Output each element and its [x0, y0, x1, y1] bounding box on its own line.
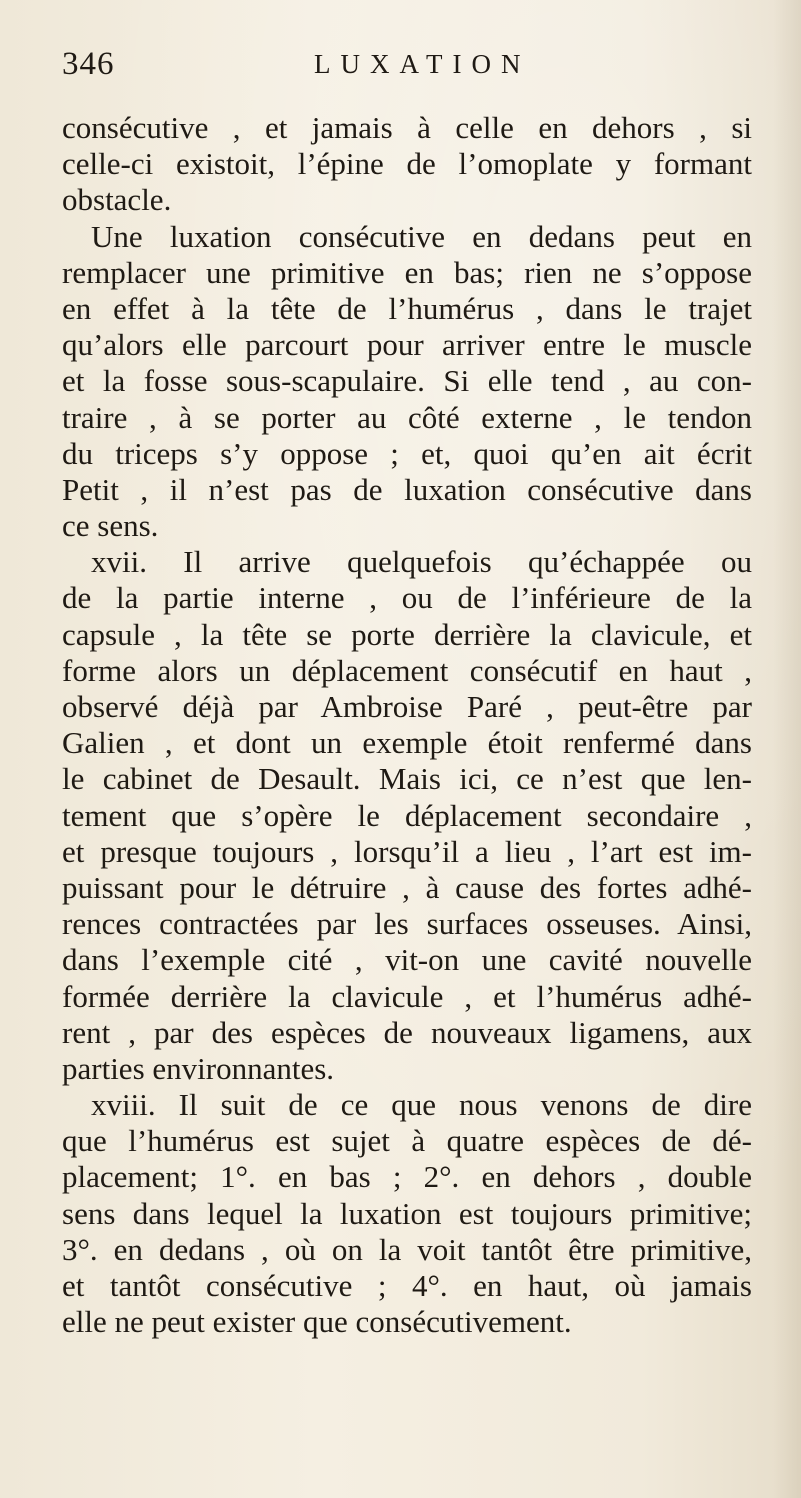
text-line: et presque toujours , lorsqu’il a lieu , l’art est im- [62, 833, 752, 869]
text-line: Une luxation consécutive en dedans peut en [91, 218, 752, 254]
text-line: Galien , et dont un exemple étoit renfermé dans [62, 725, 752, 761]
text-line: forme alors un déplacement consécutif en haut , [62, 652, 752, 688]
body-text [62, 110, 752, 1340]
text-line: ce sens. [62, 508, 159, 544]
text-line: rences contractées par les surfaces osseuses. Ainsi, [62, 906, 752, 942]
text-line: puissant pour le détruire , à cause des fortes adhé- [62, 869, 752, 905]
text-line: Petit , il n’est pas de luxation consécutive dans [62, 471, 752, 507]
text-line: de la partie interne , ou de l’inférieure de la [62, 580, 752, 616]
page-edge-shadow [773, 0, 801, 1498]
text-line: consécutive , et jamais à celle en dehors , si [62, 110, 752, 145]
text-line: que l’humérus est sujet à quatre espèces de dé- [62, 1123, 752, 1159]
page-number: 346 [62, 46, 115, 82]
text-line: et tantôt consécutive ; 4°. en haut, où jamais [62, 1268, 752, 1303]
text-line: tement que s’opère le déplacement secondaire , [62, 797, 752, 833]
text-line: xvii. Il arrive quelquefois qu’échappée ou [91, 544, 752, 580]
text-line: sens dans lequel la luxation est toujours primitive; [62, 1195, 752, 1231]
text-line: capsule , la tête se porte derrière la clavicule, et [62, 616, 752, 652]
text-line: obstacle. [62, 182, 172, 218]
text-line: formée derrière la clavicule , et l’humérus adhé- [62, 978, 752, 1014]
text-line: et la fosse sous-scapulaire. Si elle tend , au con- [62, 363, 752, 399]
text-line: observé déjà par Ambroise Paré , peut-être par [62, 689, 752, 724]
running-title: LUXATION [314, 49, 531, 79]
text-line: traire , à se porter au côté externe , le tendon [62, 399, 752, 435]
text-line: le cabinet de Desault. Mais ici, ce n’est que len- [62, 761, 752, 797]
text-line: remplacer une primitive en bas; rien ne s’oppose [62, 254, 752, 290]
text-line: elle ne peut exister que consécutivement. [62, 1304, 572, 1340]
text-line: celle-ci existoit, l’épine de l’omoplate y formant [62, 146, 752, 182]
text-line: du triceps s’y oppose ; et, quoi qu’en ait écrit [62, 435, 752, 471]
text-line: parties environnantes. [62, 1050, 335, 1086]
text-line: dans l’exemple cité , vit-on une cavité nouvelle [62, 942, 752, 978]
text-line: rent , par des espèces de nouveaux ligamens, aux [62, 1014, 752, 1050]
text-line: xviii. Il suit de ce que nous venons de dire [91, 1087, 752, 1123]
text-line: en effet à la tête de l’humérus , dans le trajet [62, 290, 752, 326]
text-line: qu’alors elle parcourt pour arriver entre le muscle [62, 327, 752, 363]
page-header [62, 46, 742, 90]
text-line: placement; 1°. en bas ; 2°. en dehors , double [62, 1159, 752, 1195]
text-line: 3°. en dedans , où on la voit tantôt être primitive, [62, 1231, 752, 1267]
